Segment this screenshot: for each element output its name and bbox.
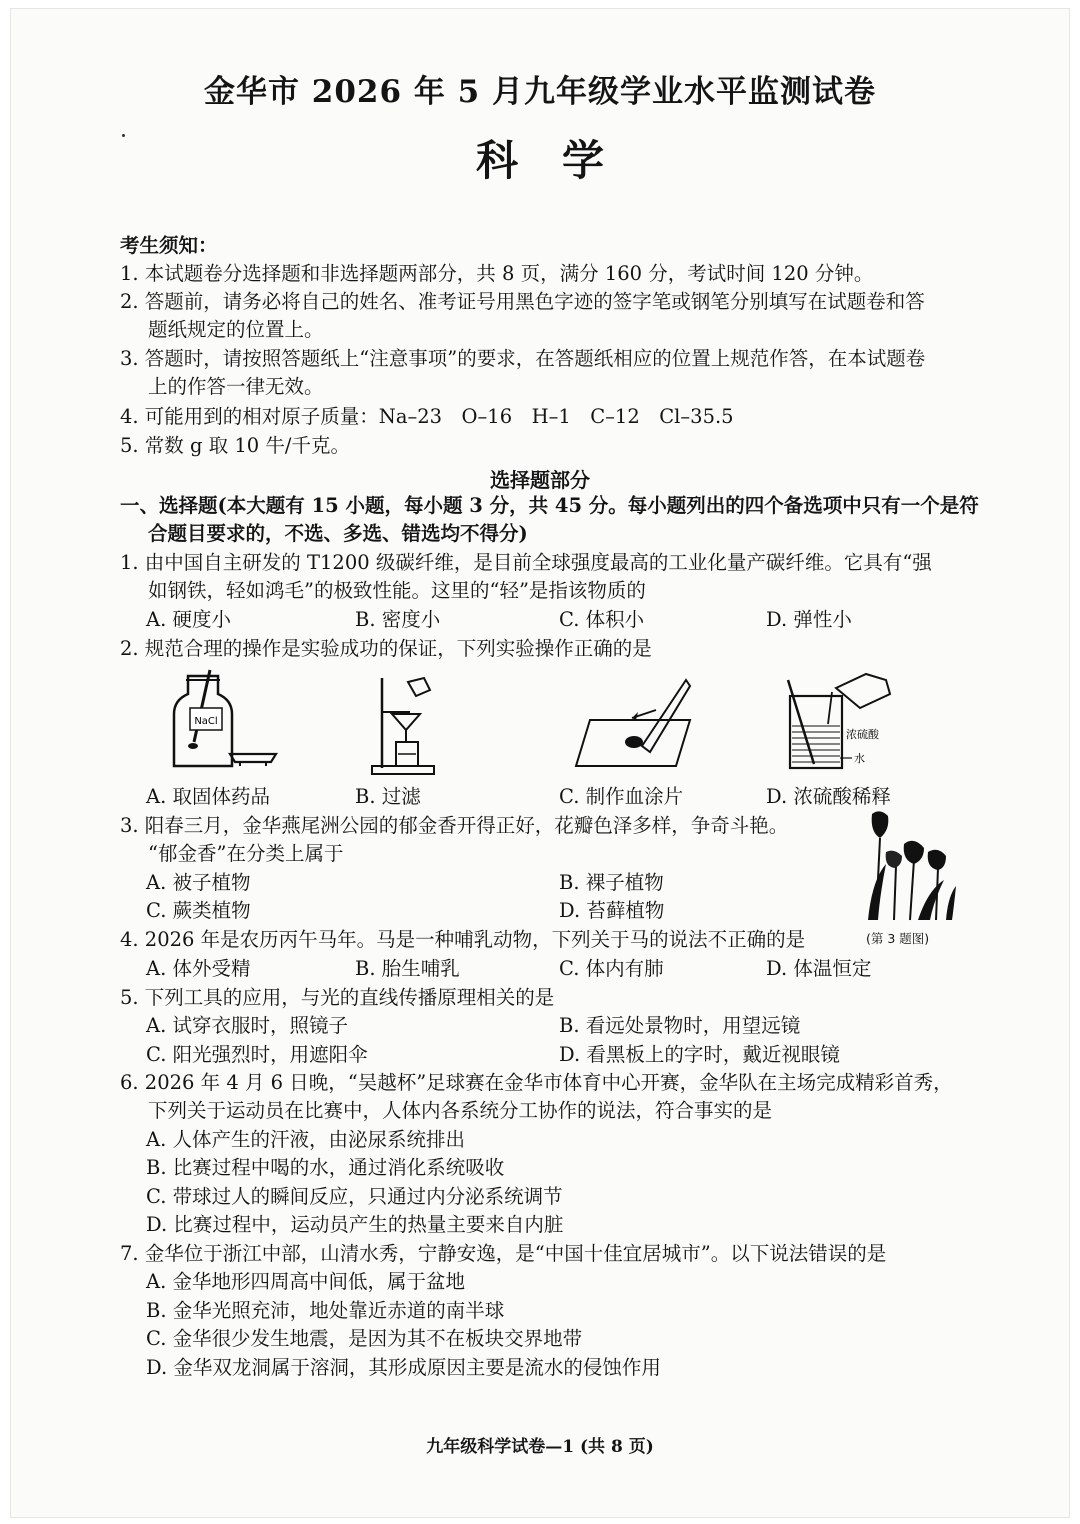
section-intro: 一、选择题(本大题有 15 小题，每小题 3 分，共 45 分。每小题列出的四个备选项中只有一个是符	[120, 494, 979, 517]
option-b: B. 金华光照充沛，地处靠近赤道的南半球	[146, 1299, 505, 1322]
option-c: C. 体积小	[559, 608, 645, 631]
scan-speck	[122, 134, 125, 137]
figure-tulips	[858, 808, 958, 926]
option-d: D. 弹性小	[766, 608, 852, 631]
option-b: B. 胎生哺乳	[355, 957, 460, 980]
water-label: 水	[854, 752, 865, 765]
option-c: C. 蕨类植物	[146, 899, 251, 922]
option-a: A. 试穿衣服时，照镜子	[146, 1014, 348, 1037]
acid-label: 浓硫酸	[846, 728, 879, 741]
page-footer: 九年级科学试卷—1 (共 8 页)	[426, 1437, 654, 1457]
option-b: B. 看远处景物时，用望远镜	[559, 1014, 801, 1037]
question-stem: 4. 2026 年是农历丙午马年。马是一种哺乳动物，下列关于马的说法不正确的是	[120, 928, 806, 951]
figure-filtration	[368, 668, 440, 778]
question-stem: 1. 由中国自主研发的 T1200 级碳纤维，是目前全球强度最高的工业化量产碳纤维。它具有“强	[120, 551, 932, 574]
option-c: C. 体内有肺	[559, 957, 664, 980]
question-stem: 3. 阳春三月，金华燕尾洲公园的郁金香开得正好，花瓣色泽多样，争奇斗艳。	[120, 814, 789, 837]
option-c: C. 金华很少发生地震，是因为其不在板块交界地带	[146, 1327, 583, 1350]
option-d: D. 比赛过程中，运动员产生的热量主要来自内脏	[146, 1213, 564, 1236]
notice-line: 1. 本试题卷分选择题和非选择题两部分，共 8 页，满分 160 分，考试时间 120 分钟。	[120, 262, 874, 285]
question-stem: “郁金香”在分类上属于	[148, 842, 344, 865]
option-a: A. 体外受精	[146, 957, 251, 980]
option-d: D. 金华双龙洞属于溶洞，其形成原因主要是流水的侵蚀作用	[146, 1356, 661, 1379]
option-d: D. 苔藓植物	[559, 899, 665, 922]
option-a: A. 人体产生的汗液，由泌尿系统排出	[146, 1128, 465, 1151]
option-d: D. 体温恒定	[766, 957, 872, 980]
subject-title: 科学	[475, 136, 648, 185]
notice-line: 4. 可能用到的相对原子质量：Na–23 O–16 H–1 C–12 Cl–35.5	[120, 405, 734, 428]
notice-line: 5. 常数 g 取 10 牛/千克。	[120, 434, 350, 457]
option-d: D. 看黑板上的字时，戴近视眼镜	[559, 1043, 840, 1066]
option-a: A. 被子植物	[146, 871, 251, 894]
option-b: B. 过滤	[355, 785, 421, 808]
question-stem: 2. 规范合理的操作是实验成功的保证，下列实验操作正确的是	[120, 637, 652, 660]
option-b: B. 裸子植物	[559, 871, 664, 894]
notice-line: 2. 答题前，请务必将自己的姓名、准考证号用黑色字迹的签字笔或钢笔分别填写在试题卷和答	[120, 290, 925, 313]
figure-blood-smear	[572, 676, 692, 772]
bottle-label: NaCl	[194, 716, 218, 727]
notice-line: 题纸规定的位置上。	[148, 318, 324, 341]
notice-line: 上的作答一律无效。	[148, 375, 324, 398]
notice-heading: 考生须知：	[120, 234, 218, 257]
option-c: C. 带球过人的瞬间反应，只通过内分泌系统调节	[146, 1185, 563, 1208]
figure-caption: (第 3 题图)	[866, 931, 930, 946]
question-stem: 6. 2026 年 4 月 6 日晚，“吴越杯”足球赛在金华市体育中心开赛，金华队在主场完成精彩首秀，	[120, 1071, 953, 1094]
question-stem: 如钢铁，轻如鸿毛”的极致性能。这里的“轻”是指该物质的	[148, 579, 646, 602]
figure-acid-dilution	[780, 670, 900, 774]
option-a: A. 金华地形四周高中间低，属于盆地	[146, 1270, 465, 1293]
option-c: C. 制作血涂片	[559, 785, 684, 808]
section-intro: 合题目要求的，不选、多选、错选均不得分)	[148, 522, 528, 545]
exam-title: 金华市 2026 年 5 月九年级学业水平监测试卷	[203, 74, 877, 110]
option-d: D. 浓硫酸稀释	[766, 785, 891, 808]
option-a: A. 取固体药品	[146, 785, 270, 808]
option-a: A. 硬度小	[146, 608, 231, 631]
notice-line: 3. 答题时，请按照答题纸上“注意事项”的要求，在答题纸相应的位置上规范作答，在本试题卷	[120, 347, 926, 370]
option-c: C. 阳光强烈时，用遮阳伞	[146, 1043, 368, 1066]
option-b: B. 密度小	[355, 608, 441, 631]
question-stem: 下列关于运动员在比赛中，人体内各系统分工协作的说法，符合事实的是	[148, 1099, 773, 1122]
option-b: B. 比赛过程中喝的水，通过消化系统吸收	[146, 1156, 505, 1179]
figure-solid-reagent	[160, 668, 280, 774]
section-title: 选择题部分	[490, 468, 590, 492]
question-stem: 5. 下列工具的应用，与光的直线传播原理相关的是	[120, 986, 555, 1009]
question-stem: 7. 金华位于浙江中部，山清水秀，宁静安逸，是“中国十佳宜居城市”。以下说法错误的是	[120, 1242, 887, 1265]
